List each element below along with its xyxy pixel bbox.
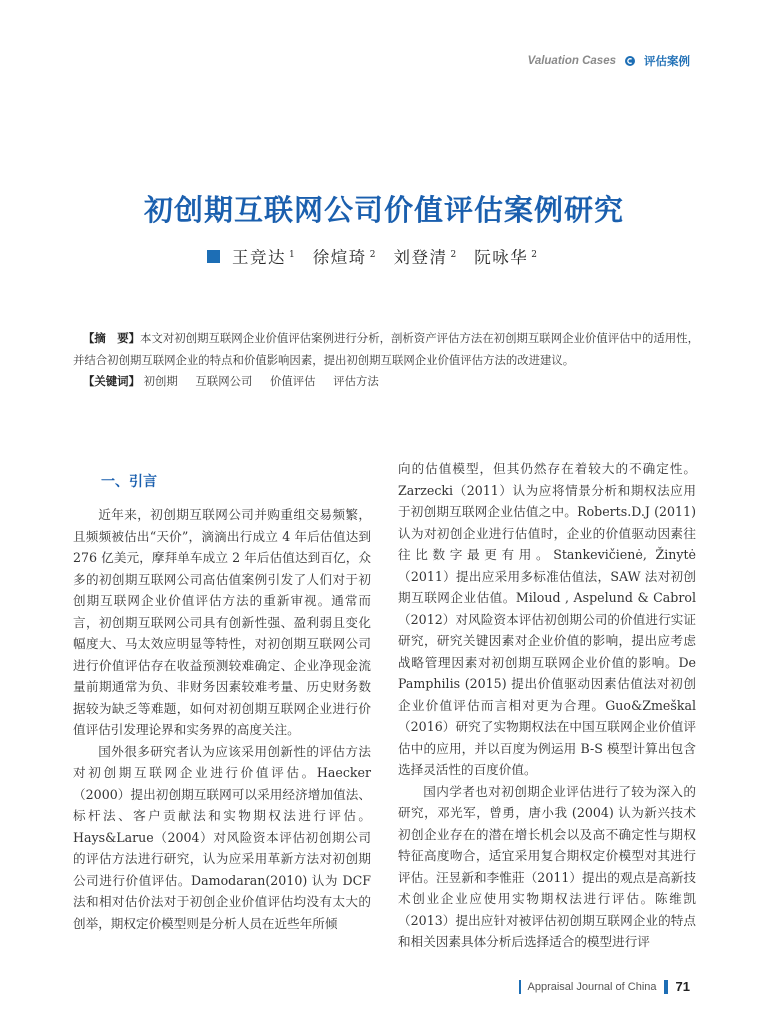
page-number: 71 xyxy=(675,979,690,994)
journal-name: Appraisal Journal of China xyxy=(527,980,657,993)
author-line xyxy=(207,244,555,268)
header-section-en: Valuation Cases xyxy=(527,55,616,67)
abstract-text: 本文对初创期互联网企业价值评估案例进行分析，剖析资产评估方法在初创期互联网企业价值评估中的适用性，并结合初创期互联网企业的特点和价值影响因素，提出初创期互联网企业价值评估方法的改进建议。 xyxy=(73,331,699,367)
author: 刘登清 $^2$ xyxy=(393,248,457,267)
keyword: 互联网公司 xyxy=(195,374,253,388)
abstract-label: 【摘 要】 xyxy=(83,331,141,345)
abstract-block xyxy=(73,328,699,393)
paragraph: 向的估值模型，但其仍然存在着较大的不确定性。Zarzecki（2011）认为应将情景分析和期权法应用于初创期互联网企业估值之中。Roberts.D.J (2011) 认为对初创企业进行估值时，企业的价值驱动因素往往比数字最更有用。Stankevičienė, Žinytė（2011）提出应采用多标准估值法，SAW 法对初创期互联网企业估值。Miloud , Aspelund & Cabrol（2012）对风险资本评估初创期公司的价值进行实证研究，研究关键因素对企业价值的影响，提出应考虑战略管理因素对初创期互联网企业价值的影响。De Pamphilis (2015) 提出价值驱动因素估值法对初创企业价值评估而言相对更为合理。Guo&Zmeškal（2016）研究了实物期权法在中国互联网企业价值评估中的应用，并以百度为例运用 B-S 模型计算出包含选择灵活性的百度价值。 xyxy=(398,461,696,777)
running-header xyxy=(528,53,690,69)
author: 王竞达 $^1$ xyxy=(232,248,295,267)
author: 徐煊琦 $^2$ xyxy=(312,248,376,267)
page-footer xyxy=(519,979,691,994)
c-circle-icon xyxy=(625,56,635,66)
keywords xyxy=(73,371,699,393)
article-title: 初创期互联网公司价值评估案例研究 xyxy=(143,193,624,227)
header-section-cn: 评估案例 xyxy=(644,56,690,68)
author: 阮咏华 $^2$ xyxy=(474,248,537,267)
paragraph: 国内学者也对初创期企业评估进行了较为深入的研究，邓光军，曾勇，唐小我 (2004) 认为新兴技术初创企业存在的潜在增长机会以及高不确定性与期权特征高度吻合，适宜采用复合期权定价模型对其进行评估。汪昱新和李惟莊（2011）提出的观点是高新技术创业企业应使用实物期权法进行评估。陈维凯（2013）提出应针对被评估初创期互联网企业的特点和相关因素具体分析后选择适合的模型进行评 xyxy=(398,783,696,949)
keyword: 评估方法 xyxy=(333,374,379,388)
paragraph: 国外很多研究者认为应该采用创新性的评估方法对初创期互联网企业进行价值评估。Haecker（2000）提出初创期互联网可以采用经济增加值法、标杆法、客户贡献法和实物期权法进行评估。Hays&Larue（2004）对风险资本评估初创期公司的评估方法进行研究，认为应采用革新方法对初创期公司进行价值评估。Damodaran(2010) 认为 DCF 法和相对估价法对于初创企业价值评估均没有太大的创举，期权定价模型则是分析人员在近些年所倾 xyxy=(73,743,371,931)
keywords-label: 【关键词】 xyxy=(83,374,140,388)
left-column xyxy=(73,472,371,934)
paragraph: 近年来，初创期互联网公司并购重组交易频繁，且频频被估出“天价”，滴滴出行成立 4 年后估值达到 276 亿美元，摩拜单车成立 2 年后估值达到百亿，众多的初创期互联网公司高估值案例引发了人们对于初创期互联网企业价值评估方法的重新审视。通常而言，初创期互联网公司具有创新性强、盈利弱且变化幅度大、马太效应明显等特性，对初创期互联网公司进行价值评估存在收益预测较难确定、企业净现金流量前期通常为负、非财务因素较难考量、历史财务数据较为缺乏等难题，如何对初创期互联网企业进行价值评估引发理论界和实务界的高度关注。 xyxy=(73,507,371,737)
keyword: 价值评估 xyxy=(270,374,316,388)
section-heading: 一、引言 xyxy=(101,474,157,490)
keyword: 初创期 xyxy=(143,374,178,388)
footer-divider xyxy=(664,980,668,994)
square-bullet-icon xyxy=(207,250,220,263)
right-column xyxy=(398,458,696,953)
footer-divider xyxy=(519,980,521,994)
abstract xyxy=(73,328,699,371)
